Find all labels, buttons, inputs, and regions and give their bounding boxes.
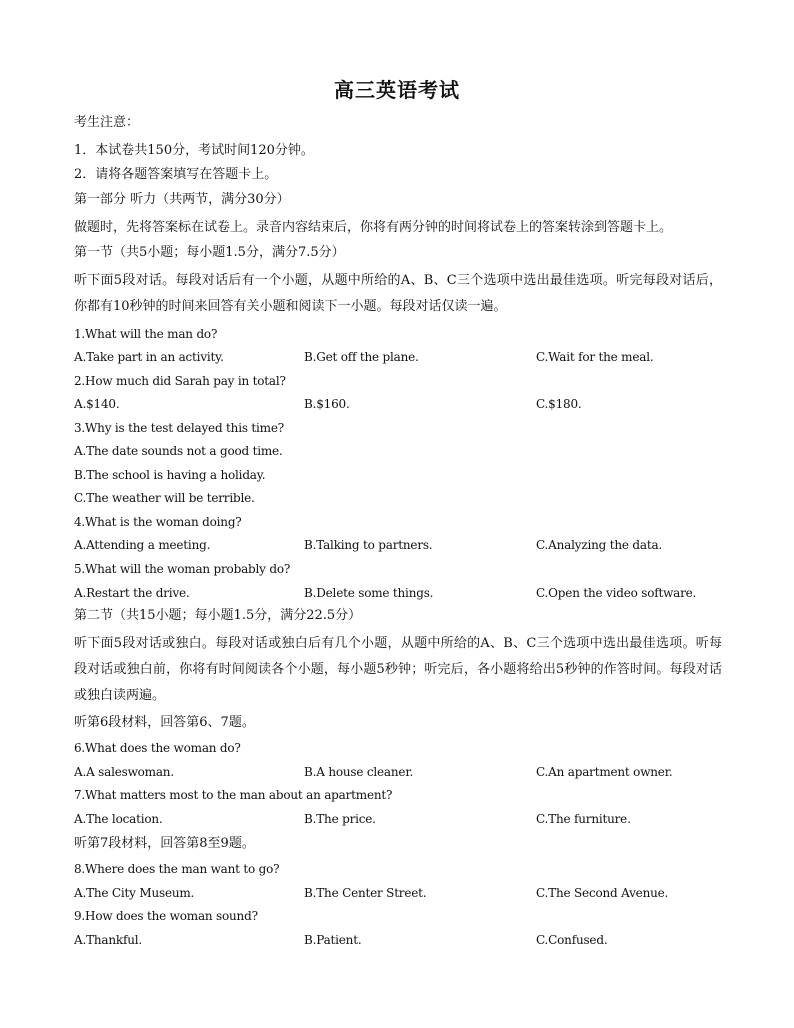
q3-option-a: A.The date sounds not a good time. [74, 444, 283, 458]
q3-option-b: B.The school is having a holiday. [74, 468, 266, 482]
material-7-note: 听第7段材料，回答第8至9题。 [74, 836, 255, 851]
q8-option-c: C.The Second Avenue. [536, 886, 669, 900]
q7-stem: 7.What matters most to the man about an apartment? [74, 788, 393, 802]
section2-instruction: 听下面5段对话或独白。每段对话或独白后有几个小题，从题中所给的A、B、C三个选项中选出最佳选项。听每段对话或独白前，你将有时间阅读各个小题，每小题5秒钟；听完后，各小题将给出5秒钟的作答时间。每段对话或独白读两遍。 [74, 636, 722, 703]
q8-stem: 8.Where does the man want to go? [74, 862, 280, 876]
q2-option-c: C.$180. [536, 397, 582, 411]
q8-option-b: B.The Center Street. [304, 886, 427, 900]
part1-instruction: 做题时，先将答案标在试卷上。录音内容结束后，你将有两分钟的时间将试卷上的答案转涂到答题卡上。 [74, 220, 673, 235]
q1-option-c: C.Wait for the meal. [536, 350, 654, 364]
q1-stem: 1.What will the man do? [74, 327, 218, 341]
section1-instruction: 听下面5段对话。每段对话后有一个小题，从题中所给的A、B、C三个选项中选出最佳选项。听完每段对话后，你都有10秒钟的时间来回答有关小题和阅读下一小题。每段对话仅读一遍。 [74, 273, 722, 314]
notice-item-2: 2．请将各题答案填写在答题卡上。 [74, 167, 278, 182]
q6-option-b: B.A house cleaner. [304, 765, 414, 779]
q5-option-b: B.Delete some things. [304, 586, 434, 600]
q9-option-a: A.Thankful. [74, 933, 142, 947]
q1-option-b: B.Get off the plane. [304, 350, 419, 364]
q4-option-b: B.Talking to partners. [304, 538, 433, 552]
q2-stem: 2.How much did Sarah pay in total? [74, 374, 286, 388]
q7-option-c: C.The furniture. [536, 812, 631, 826]
q4-option-c: C.Analyzing the data. [536, 538, 663, 552]
q5-stem: 5.What will the woman probably do? [74, 562, 291, 576]
q9-option-b: B.Patient. [304, 933, 362, 947]
section1-heading: 第一节（共5小题；每小题1.5分，满分7.5分） [74, 245, 345, 260]
q2-option-a: A.$140. [74, 397, 120, 411]
q6-option-c: C.An apartment owner. [536, 765, 673, 779]
q3-stem: 3.Why is the test delayed this time? [74, 421, 284, 435]
q5-option-c: C.Open the video software. [536, 586, 697, 600]
q6-option-a: A.A saleswoman. [74, 765, 174, 779]
q4-stem: 4.What is the woman doing? [74, 515, 242, 529]
part1-heading: 第一部分 听力（共两节，满分30分） [74, 192, 290, 207]
q2-option-b: B.$160. [304, 397, 350, 411]
exam-title: 高三英语考试 [334, 78, 460, 102]
q7-option-b: B.The price. [304, 812, 376, 826]
q6-stem: 6.What does the woman do? [74, 741, 241, 755]
q1-option-a: A.Take part in an activity. [74, 350, 224, 364]
notice-heading: 考生注意： [74, 115, 140, 130]
notice-item-1: 1．本试卷共150分，考试时间120分钟。 [74, 143, 314, 158]
q5-option-a: A.Restart the drive. [74, 586, 190, 600]
q8-option-a: A.The City Museum. [74, 886, 195, 900]
q9-stem: 9.How does the woman sound? [74, 909, 258, 923]
q9-option-c: C.Confused. [536, 933, 608, 947]
material-6-note: 听第6段材料，回答第6、7题。 [74, 715, 255, 730]
q7-option-a: A.The location. [74, 812, 163, 826]
q4-option-a: A.Attending a meeting. [74, 538, 211, 552]
section2-heading: 第二节（共15小题；每小题1.5分，满分22.5分） [74, 608, 362, 623]
q3-option-c: C.The weather will be terrible. [74, 491, 255, 505]
